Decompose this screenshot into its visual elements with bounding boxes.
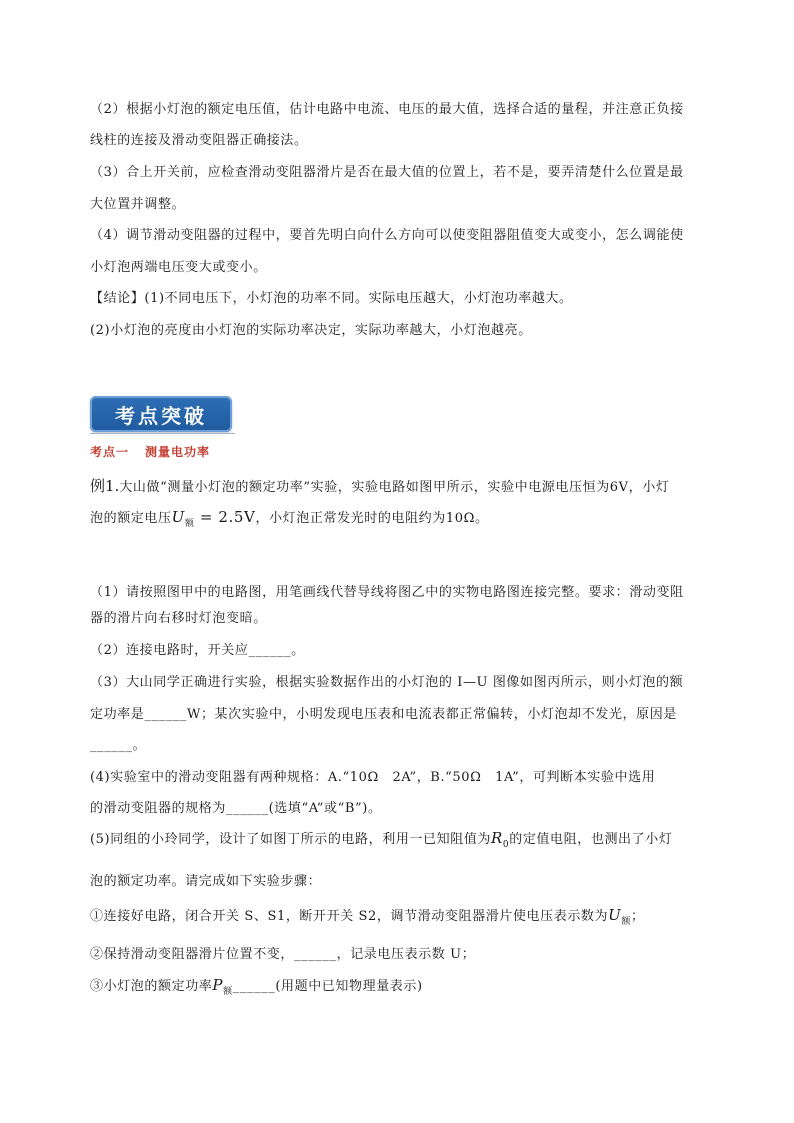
q4-line2: 的滑动变阻器的规格为______(选填“A”或“B”)。 <box>90 801 382 816</box>
key-point-title: 测量电功率 <box>145 445 211 459</box>
intro-p3-line2: 大位置并调整。 <box>90 197 186 212</box>
rated-voltage-formula: $U_额 = 2.5V$ <box>171 508 256 529</box>
q3-line1: （3）大山同学正确进行实验，根据实验数据作出的小灯泡的 I—U 图像如图丙所示，则小灯泡的额 <box>90 675 684 690</box>
intro-p3-line1: （3）合上开关前，应检查滑动变阻器滑片是否在最大值的位置上，若不是，要弄清楚什么位置是最 <box>90 165 684 180</box>
intro-p4-line2: 小灯泡两端电压变大或变小。 <box>90 260 267 275</box>
q3-line3: ______。 <box>90 738 147 753</box>
u-rated-symbol: $U_额$ <box>608 906 631 927</box>
q1-line1: （1）请按照图甲中的电路图，用笔画线代替导线将图乙中的实物电路图连接完整。要求：滑动变阻 <box>90 585 684 600</box>
q5-text-pre: (5)同组的小玲同学，设计了如图丁所示的电路，利用一已知阻值为 <box>90 832 492 847</box>
example-line2 <box>90 507 710 534</box>
section-underline <box>90 433 235 434</box>
q4-line1: (4)实验室中的滑动变阻器有两种规格：A.“10Ω 2A”，B.“50Ω 1A”，可判断本实验中选用 <box>90 770 656 785</box>
key-point-heading <box>90 443 210 460</box>
step-3 <box>90 975 710 1002</box>
intro-p2-line2: 线柱的连接及滑动变阻器正确接法。 <box>90 133 308 148</box>
intro-p2-line1: （2）根据小灯泡的额定电压值，估计电路中电流、电压的最大值，选择合适的量程，并注意正负接 <box>90 102 684 117</box>
example-label: 例1. <box>90 477 120 495</box>
example-line1 <box>90 476 710 498</box>
q2-line: （2）连接电路时，开关应______。 <box>90 643 305 658</box>
example-text-1: 大山做“测量小灯泡的额定功率”实验，实验电路如图甲所示，实验中电源电压恒为6V，小灯 <box>119 480 670 495</box>
section-badge: 考点突破 <box>90 396 232 432</box>
conclusion-2: (2)小灯泡的亮度由小灯泡的实际功率决定，实际功率越大，小灯泡越亮。 <box>90 323 532 338</box>
q5-text-post: 的定值电阻，也测出了小灯 <box>509 832 673 847</box>
q5-line2: 泡的额定功率。请完成如下实验步骤： <box>90 874 322 889</box>
q3-line2: 定功率是______W；某次实验中，小明发现电压表和电流表都正常偏转，小灯泡却不发光，原因是 <box>90 707 677 722</box>
conclusion-1: 【结论】(1)不同电压下，小灯泡的功率不同。实际电压越大，小灯泡功率越大。 <box>90 291 573 306</box>
step-3-post: ______(用题中已知物理量表示) <box>232 979 423 994</box>
step-1-pre: ①连接好电路，闭合开关 S、S1，断开开关 S2，调节滑动变阻器滑片使电压表示数为 <box>90 909 609 924</box>
q1-line2: 器的滑片向右移时灯泡变暗。 <box>90 611 267 626</box>
step-1 <box>90 905 710 932</box>
p-rated-symbol: $P_额$ <box>212 976 233 997</box>
intro-p4-line1: （4）调节滑动变阻器的过程中，要首先明白向什么方向可以使变阻器阻值变大或变小，怎么调能使 <box>90 228 684 243</box>
step-2: ②保持滑动变阻器滑片位置不变，______，记录电压表示数 U； <box>90 947 476 962</box>
example-text-2-post: ，小灯泡正常发光时的电阻约为10Ω。 <box>255 511 489 526</box>
step-1-post: ； <box>630 909 645 924</box>
key-point-number: 考点一 <box>90 445 130 459</box>
step-3-pre: ③小灯泡的额定功率 <box>90 979 213 994</box>
q5-line1 <box>90 828 710 855</box>
r0-symbol: $R_0$ <box>491 829 510 850</box>
example-text-2-pre: 泡的额定电压 <box>90 511 172 526</box>
